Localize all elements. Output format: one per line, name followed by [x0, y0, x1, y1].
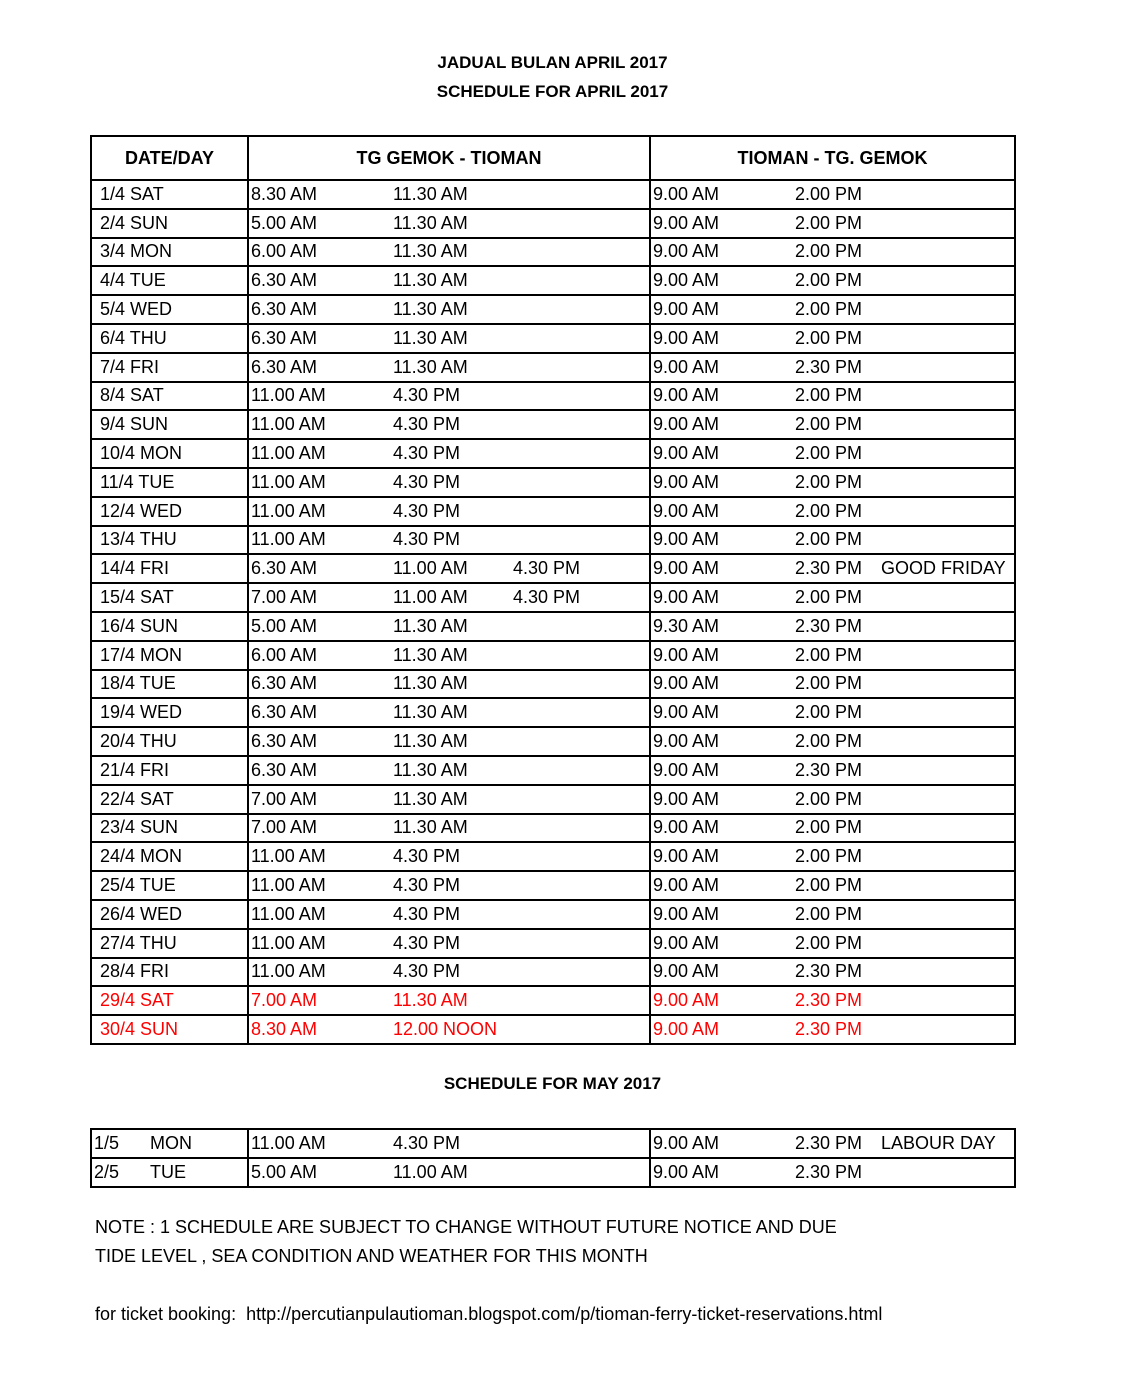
- column-header-return: TIOMAN - TG. GEMOK: [650, 136, 1015, 180]
- departure-time: 7.00 AM: [251, 788, 318, 809]
- departure-time: 4.30 PM: [393, 529, 461, 550]
- departure-time: 6.30 AM: [251, 270, 318, 291]
- return-times-cell: [650, 295, 1015, 324]
- departure-time: 6.30 AM: [251, 673, 318, 694]
- departure-time: 2.30 PM: [795, 961, 863, 982]
- table-row: [91, 842, 1015, 871]
- day-value: MON: [150, 1132, 192, 1153]
- date-cell: 17/4 MON: [91, 641, 248, 670]
- outbound-times-cell: [248, 641, 650, 670]
- departure-time: 9.00 AM: [653, 1132, 720, 1153]
- departure-time: 2.30 PM: [795, 1019, 863, 1039]
- departure-time: 11.00 AM: [251, 443, 326, 464]
- outbound-times-cell: [248, 382, 650, 411]
- return-times-cell: [650, 958, 1015, 987]
- departure-time: 11.30 AM: [393, 327, 468, 348]
- departure-time: 2.00 PM: [795, 212, 863, 233]
- departure-time: 11.30 AM: [393, 788, 468, 809]
- departure-time: 4.30 PM: [393, 385, 461, 406]
- april-schedule-table: [90, 135, 1016, 1045]
- return-times-cell: [650, 180, 1015, 209]
- table-row: [91, 814, 1015, 843]
- departure-time: 9.00 AM: [653, 788, 720, 809]
- holiday-note: LABOUR DAY: [881, 1132, 996, 1153]
- table-row: [91, 554, 1015, 583]
- departure-time: 9.00 AM: [653, 903, 720, 924]
- departure-time: 9.00 AM: [653, 414, 720, 435]
- booking-label: for ticket booking:: [95, 1304, 237, 1324]
- departure-time: 2.00 PM: [795, 731, 863, 752]
- date-cell: 15/4 SAT: [91, 583, 248, 612]
- date-cell: 28/4 FRI: [91, 958, 248, 987]
- departure-time: 9.00 AM: [653, 529, 720, 550]
- table-row: [91, 238, 1015, 267]
- date-cell: 7/4 FRI: [91, 353, 248, 382]
- departure-time: 2.00 PM: [795, 414, 863, 435]
- date-cell: [91, 1129, 248, 1158]
- departure-time: 9.00 AM: [653, 558, 720, 579]
- outbound-times-cell: [248, 410, 650, 439]
- return-times-cell: [650, 929, 1015, 958]
- departure-time: 2.30 PM: [795, 615, 863, 636]
- departure-time: 11.30 AM: [393, 615, 468, 636]
- departure-time: 8.30 AM: [251, 183, 318, 204]
- departure-time: 9.00 AM: [653, 471, 720, 492]
- departure-time: 9.00 AM: [653, 587, 720, 608]
- column-header-outbound: TG GEMOK - TIOMAN: [248, 136, 650, 180]
- departure-time: 11.00 AM: [251, 471, 326, 492]
- table-row: [91, 871, 1015, 900]
- departure-time: 9.00 AM: [653, 817, 720, 838]
- booking-link[interactable]: http://percutianpulautioman.blogspot.com/p/tioman-ferry-ticket-reservations.html: [246, 1304, 883, 1324]
- departure-time: 11.30 AM: [393, 759, 468, 780]
- departure-time: 9.00 AM: [653, 500, 720, 521]
- date-cell: 11/4 TUE: [91, 468, 248, 497]
- departure-time: 12.00 NOON: [393, 1019, 498, 1039]
- table-row: [91, 900, 1015, 929]
- return-times-cell: [650, 266, 1015, 295]
- outbound-times-cell: [248, 698, 650, 727]
- date-cell: 30/4 SUN: [91, 1015, 248, 1044]
- departure-time: 6.30 AM: [251, 327, 318, 348]
- departure-time: 6.30 AM: [251, 702, 318, 723]
- outbound-times-cell: [248, 468, 650, 497]
- table-row: [91, 670, 1015, 699]
- table-row: [91, 410, 1015, 439]
- departure-time: 11.30 AM: [393, 731, 468, 752]
- table-row: [91, 180, 1015, 209]
- departure-time: 7.00 AM: [251, 587, 318, 608]
- date-cell: 20/4 THU: [91, 727, 248, 756]
- table-row: [91, 266, 1015, 295]
- departure-time: 2.00 PM: [795, 846, 863, 867]
- departure-time: 9.00 AM: [653, 846, 720, 867]
- date-cell: 21/4 FRI: [91, 756, 248, 785]
- departure-time: 11.00 AM: [251, 529, 326, 550]
- departure-time: 2.00 PM: [795, 932, 863, 953]
- departure-time: 9.00 AM: [653, 356, 720, 377]
- outbound-times-cell: [248, 670, 650, 699]
- table-row: [91, 756, 1015, 785]
- departure-time: 2.00 PM: [795, 903, 863, 924]
- table-row: [91, 583, 1015, 612]
- departure-time: 11.00 AM: [251, 875, 326, 896]
- return-times-cell: [650, 439, 1015, 468]
- departure-time: 4.30 PM: [393, 414, 461, 435]
- table-row: [91, 497, 1015, 526]
- table-row: [91, 641, 1015, 670]
- outbound-times-cell: [248, 900, 650, 929]
- departure-time: 11.00 AM: [251, 1132, 326, 1153]
- table-row: [91, 698, 1015, 727]
- date-cell: 2/4 SUN: [91, 209, 248, 238]
- departure-time: 2.30 PM: [795, 759, 863, 780]
- may-schedule-table: [90, 1128, 1016, 1188]
- return-times-cell: [650, 1158, 1015, 1187]
- departure-time: 7.00 AM: [251, 990, 318, 1011]
- return-times-cell: [650, 353, 1015, 382]
- departure-time: 2.00 PM: [795, 788, 863, 809]
- departure-time: 2.00 PM: [795, 875, 863, 896]
- date-cell: [91, 1158, 248, 1187]
- outbound-times-cell: [248, 209, 650, 238]
- return-times-cell: [650, 1015, 1015, 1044]
- return-times-cell: [650, 727, 1015, 756]
- departure-time: 9.00 AM: [653, 1019, 720, 1039]
- outbound-times-cell: [248, 986, 650, 1015]
- departure-time: 11.30 AM: [393, 356, 468, 377]
- table-row: [91, 785, 1015, 814]
- departure-time: 11.30 AM: [393, 702, 468, 723]
- departure-time: 11.30 AM: [393, 817, 468, 838]
- table-row: [91, 727, 1015, 756]
- departure-time: 2.30 PM: [795, 1132, 863, 1153]
- date-cell: 27/4 THU: [91, 929, 248, 958]
- date-cell: 25/4 TUE: [91, 871, 248, 900]
- departure-time: 6.00 AM: [251, 644, 318, 665]
- departure-time: 6.30 AM: [251, 299, 318, 320]
- table-row: [91, 439, 1015, 468]
- outbound-times-cell: [248, 842, 650, 871]
- may-schedule-title: SCHEDULE FOR MAY 2017: [443, 1074, 662, 1093]
- table-row: [91, 958, 1015, 987]
- departure-time: 2.00 PM: [795, 673, 863, 694]
- departure-time: 11.00 AM: [251, 932, 326, 953]
- date-cell: 9/4 SUN: [91, 410, 248, 439]
- departure-time: 4.30 PM: [513, 587, 581, 608]
- outbound-times-cell: [248, 756, 650, 785]
- outbound-times-cell: [248, 554, 650, 583]
- outbound-times-cell: [248, 238, 650, 267]
- outbound-times-cell: [248, 266, 650, 295]
- date-cell: 23/4 SUN: [91, 814, 248, 843]
- departure-time: 4.30 PM: [393, 875, 461, 896]
- return-times-cell: [650, 238, 1015, 267]
- table-row: [91, 468, 1015, 497]
- outbound-times-cell: [248, 497, 650, 526]
- return-times-cell: [650, 871, 1015, 900]
- departure-time: 2.00 PM: [795, 817, 863, 838]
- return-times-cell: [650, 756, 1015, 785]
- outbound-times-cell: [248, 583, 650, 612]
- outbound-times-cell: [248, 814, 650, 843]
- departure-time: 9.00 AM: [653, 385, 720, 406]
- departure-time: 4.30 PM: [393, 443, 461, 464]
- departure-time: 2.00 PM: [795, 471, 863, 492]
- departure-time: 11.00 AM: [393, 587, 468, 608]
- date-cell: 13/4 THU: [91, 526, 248, 555]
- departure-time: 4.30 PM: [393, 1132, 461, 1153]
- table-row: [91, 1015, 1015, 1044]
- departure-time: 2.00 PM: [795, 500, 863, 521]
- departure-time: 9.00 AM: [653, 327, 720, 348]
- date-value: 2/5: [94, 1161, 120, 1182]
- date-cell: 14/4 FRI: [91, 554, 248, 583]
- outbound-times-cell: [248, 180, 650, 209]
- return-times-cell: [650, 986, 1015, 1015]
- departure-time: 2.30 PM: [795, 1161, 863, 1182]
- departure-time: 4.30 PM: [393, 471, 461, 492]
- departure-time: 11.30 AM: [393, 673, 468, 694]
- departure-time: 2.00 PM: [795, 702, 863, 723]
- departure-time: 4.30 PM: [393, 961, 461, 982]
- note-line-2: TIDE LEVEL , SEA CONDITION AND WEATHER FOR THIS MONTH: [95, 1246, 648, 1266]
- outbound-times-cell: [248, 612, 650, 641]
- departure-time: 11.30 AM: [393, 183, 468, 204]
- departure-time: 4.30 PM: [393, 932, 461, 953]
- departure-time: 5.00 AM: [251, 615, 318, 636]
- date-cell: 10/4 MON: [91, 439, 248, 468]
- departure-time: 11.00 AM: [251, 903, 326, 924]
- departure-time: 9.00 AM: [653, 212, 720, 233]
- return-times-cell: [650, 526, 1015, 555]
- return-times-cell: [650, 670, 1015, 699]
- return-times-cell: [650, 497, 1015, 526]
- table-row: [91, 986, 1015, 1015]
- return-times-cell: [650, 324, 1015, 353]
- outbound-times-cell: [248, 1158, 650, 1187]
- departure-time: 2.00 PM: [795, 327, 863, 348]
- departure-time: 2.00 PM: [795, 529, 863, 550]
- departure-time: 2.00 PM: [795, 587, 863, 608]
- date-cell: 22/4 SAT: [91, 785, 248, 814]
- departure-time: 9.00 AM: [653, 270, 720, 291]
- date-cell: 5/4 WED: [91, 295, 248, 324]
- departure-time: 6.00 AM: [251, 241, 318, 262]
- table-row: [91, 1129, 1015, 1158]
- column-header-date: DATE/DAY: [91, 136, 248, 180]
- departure-time: 4.30 PM: [513, 558, 581, 579]
- outbound-times-cell: [248, 929, 650, 958]
- departure-time: 11.30 AM: [393, 990, 468, 1011]
- departure-time: 2.00 PM: [795, 270, 863, 291]
- table-row: [91, 209, 1015, 238]
- return-times-cell: [650, 554, 1015, 583]
- departure-time: 11.30 AM: [393, 644, 468, 665]
- departure-time: 11.00 AM: [393, 1161, 468, 1182]
- table-row: [91, 295, 1015, 324]
- departure-time: 9.00 AM: [653, 932, 720, 953]
- table-row: [91, 929, 1015, 958]
- departure-time: 9.30 AM: [653, 615, 720, 636]
- departure-time: 11.00 AM: [251, 500, 326, 521]
- departure-time: 2.00 PM: [795, 241, 863, 262]
- title-malay: JADUAL BULAN APRIL 2017: [437, 53, 668, 72]
- return-times-cell: [650, 698, 1015, 727]
- date-cell: 26/4 WED: [91, 900, 248, 929]
- outbound-times-cell: [248, 785, 650, 814]
- departure-time: 11.30 AM: [393, 241, 468, 262]
- departure-time: 9.00 AM: [653, 299, 720, 320]
- return-times-cell: [650, 785, 1015, 814]
- table-row: [91, 612, 1015, 641]
- note-line-1: NOTE : 1 SCHEDULE ARE SUBJECT TO CHANGE WITHOUT FUTURE NOTICE AND DUE: [95, 1217, 837, 1237]
- departure-time: 11.00 AM: [393, 558, 468, 579]
- departure-time: 9.00 AM: [653, 241, 720, 262]
- departure-time: 9.00 AM: [653, 759, 720, 780]
- date-cell: 12/4 WED: [91, 497, 248, 526]
- outbound-times-cell: [248, 324, 650, 353]
- departure-time: 2.00 PM: [795, 183, 863, 204]
- departure-time: 11.00 AM: [251, 846, 326, 867]
- title-english: SCHEDULE FOR APRIL 2017: [436, 82, 669, 101]
- return-times-cell: [650, 209, 1015, 238]
- table-row: [91, 382, 1015, 411]
- departure-time: 2.00 PM: [795, 299, 863, 320]
- departure-time: 2.00 PM: [795, 385, 863, 406]
- table-row: [91, 324, 1015, 353]
- table-row: [91, 353, 1015, 382]
- return-times-cell: [650, 612, 1015, 641]
- return-times-cell: [650, 900, 1015, 929]
- return-times-cell: [650, 468, 1015, 497]
- return-times-cell: [650, 842, 1015, 871]
- departure-time: 9.00 AM: [653, 990, 720, 1011]
- departure-time: 11.30 AM: [393, 212, 468, 233]
- date-cell: 4/4 TUE: [91, 266, 248, 295]
- date-value: 1/5: [94, 1132, 120, 1153]
- outbound-times-cell: [248, 871, 650, 900]
- departure-time: 11.30 AM: [393, 299, 468, 320]
- return-times-cell: [650, 641, 1015, 670]
- departure-time: 9.00 AM: [653, 644, 720, 665]
- date-cell: 29/4 SAT: [91, 986, 248, 1015]
- departure-time: 9.00 AM: [653, 443, 720, 464]
- outbound-times-cell: [248, 1129, 650, 1158]
- departure-time: 9.00 AM: [653, 875, 720, 896]
- departure-time: 2.30 PM: [795, 356, 863, 377]
- return-times-cell: [650, 814, 1015, 843]
- departure-time: 9.00 AM: [653, 702, 720, 723]
- table-row: [91, 1158, 1015, 1187]
- date-cell: 6/4 THU: [91, 324, 248, 353]
- departure-time: 11.00 AM: [251, 385, 326, 406]
- outbound-times-cell: [248, 1015, 650, 1044]
- departure-time: 6.30 AM: [251, 356, 318, 377]
- date-cell: 3/4 MON: [91, 238, 248, 267]
- outbound-times-cell: [248, 353, 650, 382]
- return-times-cell: [650, 583, 1015, 612]
- departure-time: 11.00 AM: [251, 414, 326, 435]
- departure-time: 6.30 AM: [251, 558, 318, 579]
- departure-time: 11.00 AM: [251, 961, 326, 982]
- departure-time: 4.30 PM: [393, 846, 461, 867]
- return-times-cell: [650, 382, 1015, 411]
- date-cell: 24/4 MON: [91, 842, 248, 871]
- departure-time: 2.30 PM: [795, 990, 863, 1011]
- booking-note: [95, 1304, 882, 1325]
- outbound-times-cell: [248, 295, 650, 324]
- date-cell: 19/4 WED: [91, 698, 248, 727]
- departure-time: 9.00 AM: [653, 673, 720, 694]
- return-times-cell: [650, 410, 1015, 439]
- departure-time: 9.00 AM: [653, 731, 720, 752]
- outbound-times-cell: [248, 439, 650, 468]
- date-cell: 16/4 SUN: [91, 612, 248, 641]
- departure-time: 9.00 AM: [653, 1161, 720, 1182]
- departure-time: 4.30 PM: [393, 500, 461, 521]
- header-row: [91, 136, 1015, 180]
- holiday-note: GOOD FRIDAY: [881, 558, 1006, 579]
- date-cell: 18/4 TUE: [91, 670, 248, 699]
- outbound-times-cell: [248, 727, 650, 756]
- departure-time: 11.30 AM: [393, 270, 468, 291]
- departure-time: 6.30 AM: [251, 759, 318, 780]
- date-cell: 1/4 SAT: [91, 180, 248, 209]
- departure-time: 5.00 AM: [251, 212, 318, 233]
- departure-time: 9.00 AM: [653, 183, 720, 204]
- departure-time: 9.00 AM: [653, 961, 720, 982]
- departure-time: 8.30 AM: [251, 1019, 318, 1039]
- table-row: [91, 526, 1015, 555]
- departure-time: 5.00 AM: [251, 1161, 318, 1182]
- outbound-times-cell: [248, 958, 650, 987]
- departure-time: 2.00 PM: [795, 443, 863, 464]
- date-cell: 8/4 SAT: [91, 382, 248, 411]
- departure-time: 2.30 PM: [795, 558, 863, 579]
- day-value: TUE: [150, 1161, 186, 1182]
- return-times-cell: [650, 1129, 1015, 1158]
- departure-time: 2.00 PM: [795, 644, 863, 665]
- departure-time: 4.30 PM: [393, 903, 461, 924]
- departure-time: 7.00 AM: [251, 817, 318, 838]
- departure-time: 6.30 AM: [251, 731, 318, 752]
- outbound-times-cell: [248, 526, 650, 555]
